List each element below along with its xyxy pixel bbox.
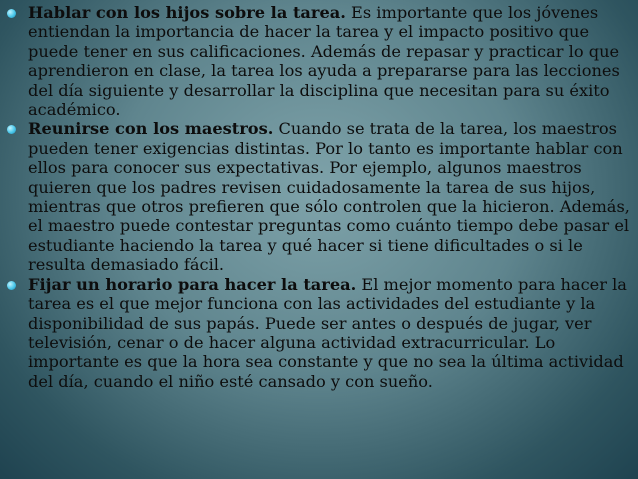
bullet-item-meet-teachers xyxy=(6,119,632,274)
bullet-item-set-schedule xyxy=(6,275,632,391)
bullet-list xyxy=(6,3,632,391)
bullet-dot-icon xyxy=(7,281,16,290)
bullet-text: El mejor momento para hacer la tarea es el que mejor funciona con las actividades del estudiante y la disponibilidad de sus papás. Puede ser antes o después de jugar, ver televisión, cenar o de hacer alguna actividad extracurricular. Lo importante es que la hora sea constante y que no sea la última actividad del día, cuando el niño esté cansado y con sueño. xyxy=(28,274,627,391)
bullet-heading: Fijar un horario para hacer la tarea. xyxy=(28,274,357,294)
bullet-text: Es importante que los jóvenes entiendan la importancia de hacer la tarea y el impacto positivo que puede tener en sus calificaciones. Además de repasar y practicar lo que aprendieron en clase, la tarea los ayuda a prepararse para las lecciones del día siguiente y desarrollar la disciplina que necesitan para su éxito académico. xyxy=(28,3,620,120)
bullet-heading: Hablar con los hijos sobre la tarea. xyxy=(28,3,346,22)
bullet-dot-icon xyxy=(7,125,16,134)
bullet-heading: Reunirse con los maestros. xyxy=(28,119,274,139)
bullet-dot-icon xyxy=(7,9,16,18)
bullet-text: Cuando se trata de la tarea, los maestros pueden tener exigencias distintas. Por lo tanto es importante hablar con ellos para conocer sus expectativas. Por ejemplo, algunos maestros quieren que los padres revisen cuidadosamente la tarea de sus hijos, mientras que otros prefieren que sólo controlen que la hicieron. Además, el maestro puede contestar preguntas como cuánto tiempo debe pasar el estudiante haciendo la tarea y qué hacer si tiene dificultades o si le resulta demasiado fácil. xyxy=(28,119,630,275)
bullet-item-talk-with-children xyxy=(6,3,632,119)
